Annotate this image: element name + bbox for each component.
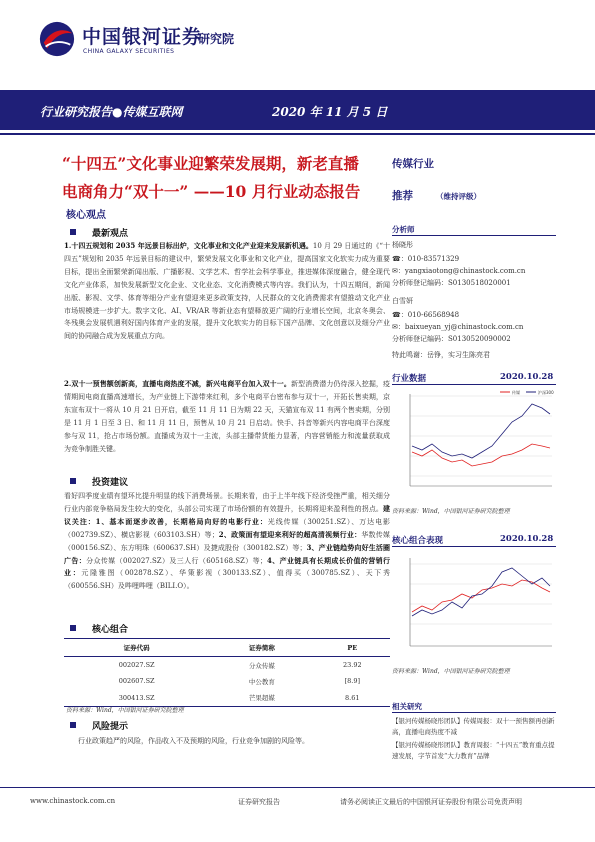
table-cell: [8.9]: [344, 677, 360, 686]
industry-data-date: 2020.10.28: [500, 372, 554, 382]
invest-text-b: 光线传媒（300251.SZ）、万达电影（002739.SZ）、横店影视（603103.SH）等；: [64, 517, 390, 539]
report-category: 行业研究报告●传媒互联网: [40, 105, 183, 119]
investment-paragraph: [64, 490, 390, 620]
table-row: [64, 657, 390, 674]
table-cell: 分众传媒: [248, 661, 275, 670]
logo-chinese-name: 中国银河证券: [82, 26, 203, 48]
chart-source: 资料来源：Wind，中国银河证券研究院整理: [392, 508, 510, 515]
invest-text-c: 华数传媒（000156.SZ）、东方明珠（600637.SH）及捷成股份（300182.SZ）等；: [64, 530, 391, 552]
core-views-label: 核心观点: [66, 210, 106, 221]
portfolio-performance-title: 核心组合表现: [392, 536, 444, 546]
portfolio-table: [64, 638, 390, 707]
table-cell: 芒果超媒: [209, 690, 314, 707]
acknowledgement: 特此鸣谢：岳铮，实习生陈亮君: [392, 351, 490, 359]
rating-label: 推荐: [392, 190, 413, 202]
related-research-item[interactable]: 【银河传媒杨晓彤团队】传媒周报：双十一预售额再创新高，直播电商热度不减: [392, 717, 555, 736]
latest-views-paragraph-2: [64, 378, 390, 478]
rating-note: （维持评级）: [436, 192, 481, 201]
footer-divider: [0, 787, 595, 788]
analyst-phone: ☎：010-66568948: [392, 311, 460, 319]
footer-disclaimer: 请务必阅读正文最后的中国银河证券股份有限公司免责声明: [340, 798, 522, 806]
paragraph-1-body: 10 月 29 日通过的《“十四五”规划和 2035 年远景目标的建议中，繁荣发展文化事业和文化产业，提高国家文化软实力成为重要目标，提出全面繁荣新闻出版、广播影视、文学艺术、哲学社会科学事业，推进媒体深度融合，健全现代文化产业体系，加快发展新型文化企业、文化业态、文化消费模式等内容。我们认为，十四五期间，新闻出版、影视、文学、体育等细分产业有望迎来更多政策支持，人民群众的文化消费需求有望推动文化产业市场规模进一步扩大。数字文化、AI、VR/AR 等新业态有望释放更广阔的行业增长空间，北京冬奥会、冬残奥会发展机遇利好国内体育产业的发展，提升文化软实力的目标下国产品牌、文化创意以及细分产业间的协同融合成为发展重点方向。: [64, 242, 390, 341]
analyst-name: 白雪妍: [392, 297, 413, 305]
column-header: 证券代码: [64, 639, 209, 657]
risk-heading: 风险提示: [92, 722, 129, 732]
footer-report-type: 证券研究报告: [238, 798, 280, 806]
section-bullet-icon: [70, 625, 76, 631]
logo-institute: 研究院: [198, 32, 235, 46]
paragraph-2-body: 新型消费潜力仍待深入挖掘，疫情期间电商直播高速增长，为产业链上下游带来红利，多个电商平台密布参与双十一，开拓长售卖期，京东宣布双十一将从 10 月 21 日开启，截至 11 月 11 日为期 22 天，天猫宣布双 11 有两个售卖期，分别是 11 月 1 日至 3 日、和 11 月 11 日，预售从 10 月 21 日启动。快手、抖音等新兴内容电商平台深度参与双 11，抢占市场份额。直播成为双十一主流，头部主播带货能力显著，内容营销能力和流量获取成为竞争制胜关键。: [64, 380, 391, 453]
legend-item: 沪深300: [538, 390, 554, 395]
chart-source: 资料来源：Wind，中国银河证券研究院整理: [392, 668, 510, 675]
analyst-phone: ☎：010-83571329: [392, 255, 460, 263]
report-title-line1: “十四五”文化事业迎繁荣发展期，新老直播: [62, 154, 359, 173]
section-divider: [392, 235, 556, 236]
column-header: PE: [315, 639, 390, 657]
section-divider: [392, 384, 556, 385]
risk-paragraph: 行业政策趋严的风险，作品收入不及预期的风险，行业竞争加剧的风险等。: [78, 737, 309, 745]
invest-bold-b: 2、政策面有望迎来利好的超高清视频行业：: [218, 529, 362, 539]
analyst-email: ✉：baixueyan_yj@chinastock.com.cn: [392, 323, 524, 331]
analyst-section-title: 分析师: [392, 225, 415, 234]
banner-divider: [0, 133, 595, 135]
galaxy-logo-icon: [38, 20, 76, 58]
latest-views-paragraph-1: [64, 240, 390, 375]
related-research-item[interactable]: 【银河传媒杨晓彤团队】教育周报：“十四五”教育重点提速发展，字节首发“大力教育”品牌: [392, 741, 555, 760]
paragraph-2-lead: 2.双十一预售额创新高，直播电商热度不减，新兴电商平台加入双十一。: [64, 379, 291, 388]
invest-text-a: 看好四季度业绩有望环比提升明显的线下消费场景。长期来看，由于上半年线下经济受挫严重，相关细分行业内部竞争格局发生较大的变化，头部公司实现了市场份额的有效提升，长期将迎来盈利性的拐点。: [64, 492, 390, 513]
report-date: 2020 年 11 月 5 日: [272, 105, 388, 119]
table-row: [64, 690, 390, 707]
portfolio-performance-date: 2020.10.28: [500, 534, 554, 544]
table-source: 资料来源：Wind，中国银河证券研究院整理: [66, 707, 184, 714]
table-cell: 23.92: [342, 661, 362, 669]
portfolio-performance-chart: [392, 550, 556, 658]
paragraph-1-lead: 1.十四五规划和 2035 年远景目标出炉，文化事业和文化产业迎来发展新机遇。: [64, 241, 313, 250]
legend-item: 传媒: [512, 390, 520, 395]
invest-text-e: 元隆雅图（002878.SZ）、华策影视（300133.SZ）、值得买（300785.SZ）、天下秀（600556.SH）及哔哩哔哩（BILI.O）。: [64, 569, 390, 591]
related-research-title: 相关研究: [392, 702, 422, 711]
analyst-email: ✉：yangxiaotong@chinastock.com.cn: [392, 267, 526, 275]
table-cell: 002607.SZ: [118, 677, 155, 686]
section-divider: [392, 712, 556, 713]
analyst-cert: 分析师登记编码：S0130518020001: [392, 279, 511, 287]
footer-website-link[interactable]: www.chinastock.com.cn: [30, 797, 116, 805]
table-cell: 中公教育: [248, 677, 275, 686]
portfolio-heading: 核心组合: [92, 625, 129, 635]
analyst-name: 杨晓彤: [392, 241, 413, 249]
company-logo: [38, 18, 258, 68]
table-cell: 8.61: [315, 690, 390, 707]
column-header: 证券简称: [209, 639, 314, 657]
invest-bold-a: 建议关注：1、基本面逐步改善，长期格局向好的电影行业：: [64, 503, 390, 526]
logo-english-name: CHINA GALAXY SECURITIES: [83, 48, 175, 55]
section-bullet-icon: [70, 722, 76, 728]
section-divider: [392, 546, 556, 547]
invest-bold-d: 4、产业链具有长期成长价值的营销行业：: [64, 555, 390, 578]
investment-heading: 投资建议: [92, 478, 129, 488]
invest-text-d: 分众传媒（002027.SZ）及三人行（605168.SZ）等；: [86, 556, 268, 565]
table-header-row: [64, 639, 390, 657]
section-bullet-icon: [70, 478, 76, 484]
table-row: [64, 673, 390, 690]
industry-name: 传媒行业: [392, 158, 434, 170]
analyst-cert: 分析师登记编码：S0130520090002: [392, 335, 511, 343]
table-cell: 300413.SZ: [64, 690, 209, 707]
report-title-line2: 电商角力“双十一” ——10 月行业动态报告: [62, 182, 361, 201]
section-bullet-icon: [70, 229, 76, 235]
table-cell: 002027.SZ: [118, 661, 155, 669]
industry-trend-chart: [392, 386, 556, 498]
latest-views-heading: 最新观点: [92, 229, 129, 239]
invest-bold-c: 3、产业链趋势向好生活圈广告：: [64, 542, 391, 565]
industry-data-title: 行业数据: [392, 374, 427, 384]
